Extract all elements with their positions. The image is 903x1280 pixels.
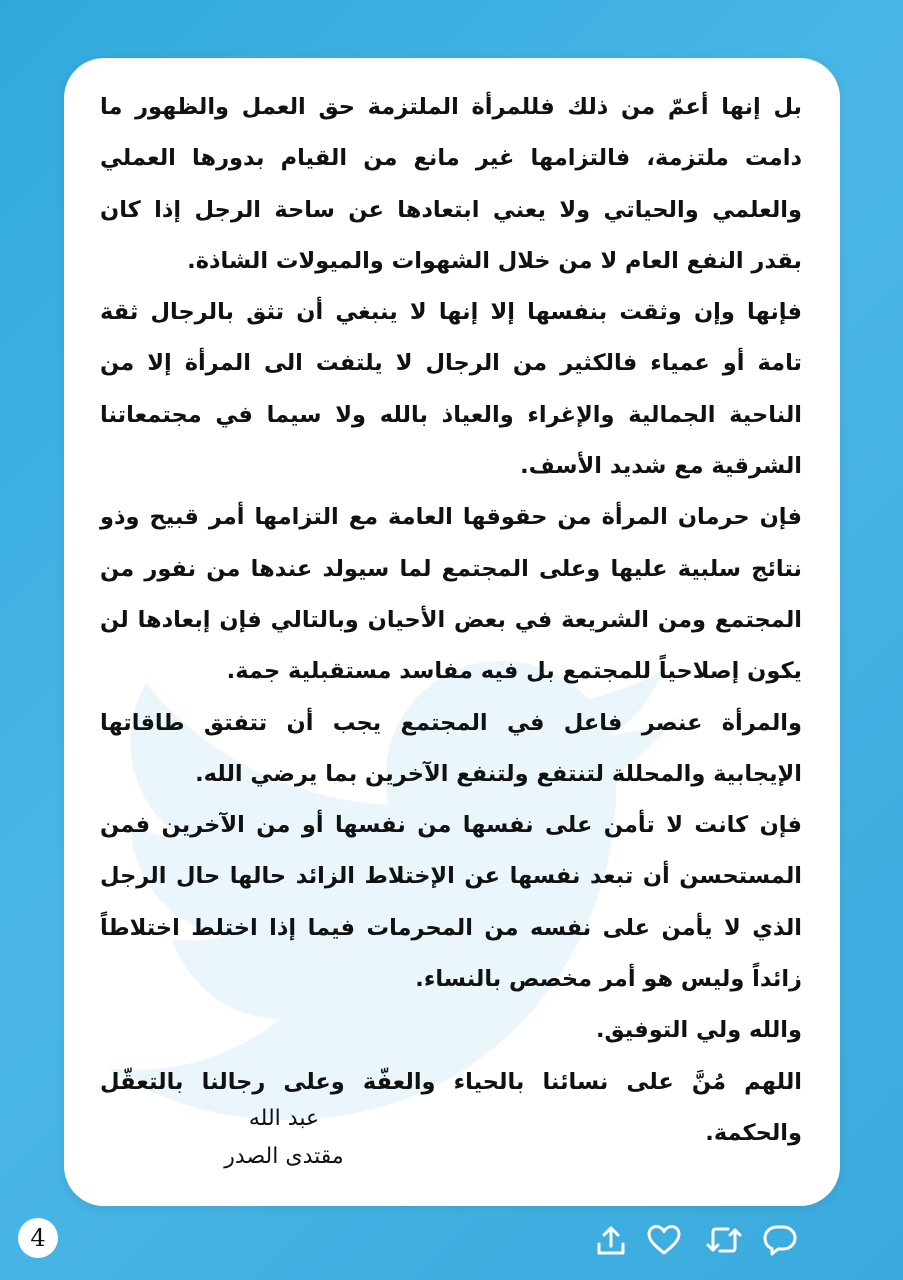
paragraph: فإنها وإن وثقت بنفسها إلا إنها لا ينبغي أن تثق بالرجال ثقة تامة أو عمياء فالكثير من الرجال لا يلتفت الى المرأة إلا من الناحية الجمالية والإغراء والعياذ بالله ولا سيما في مجتمعاتنا الشرقية مع شديد الأسف. [100,299,802,480]
heart-icon[interactable] [646,1222,682,1258]
paragraph: والله ولي التوفيق. [595,1017,802,1044]
signature [184,1100,384,1176]
reply-icon[interactable] [762,1222,798,1258]
paragraph: اللهم مُنَّ على نسائنا بالحياء والعفّة وعلى رجالنا بالتعقّل والحكمة. [100,1068,802,1146]
paragraph: بل إنها أعمّ من ذلك فللمرأة الملتزمة حق العمل والظهور ما دامت ملتزمة، فالتزامها غير مانع من القيام بدورها العملي والعلمي والحياتي ولا يعني ابتعادها عن ساحة الرجل إذا كان بقدر النفع العام لا من خلال الشهوات والميولات الشاذة. [100,94,802,274]
paragraph: والمرأة عنصر فاعل في المجتمع يجب أن تتفتق طاقاتها الإيجابية والمحللة لتنتفع ولتنفع الآخرين بما يرضي الله. [100,709,802,787]
paragraph: فإن كانت لا تأمن على نفسها من نفسها أو من الآخرين فمن المستحسن أن تبعد نفسها عن الإختلاط الزائد حالها حال الرجل الذي لا يأمن على نفسه من المحرمات فيما إذا اختلط اختلاطاً زائداً وليس هو أمر مخصص بالنساء. [100,812,802,993]
paragraph: فإن حرمان المرأة من حقوقها العامة مع التزامها أمر قبيح وذو نتائج سلبية عليها وعلى المجتمع لما سيولد عندها من نفور من المجتمع ومن الشريعة في بعض الأحيان وبالتالي فإن إبعادها لن يكون إصلاحياً للمجتمع بل فيه مفاسد مستقبلية جمة. [100,504,802,685]
article-body [100,82,802,1159]
page-number: 4 [18,1218,58,1258]
retweet-icon[interactable] [706,1222,742,1258]
signature-line: عبد الله [248,1106,320,1131]
tweet-card [64,58,840,1206]
signature-name: مقتدى الصدر [224,1144,344,1169]
share-icon[interactable] [593,1222,629,1258]
